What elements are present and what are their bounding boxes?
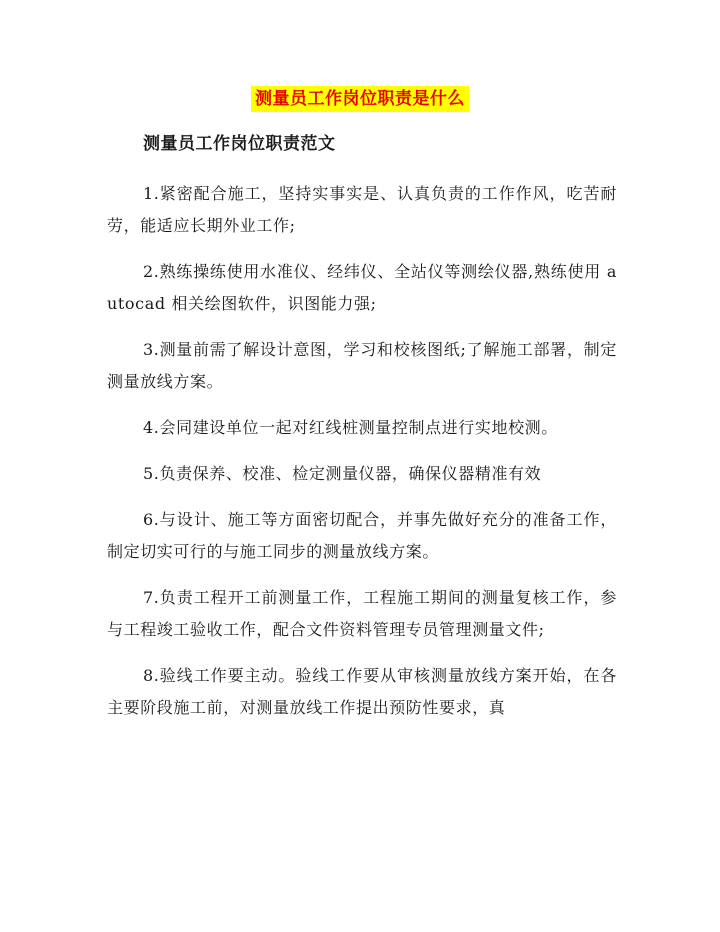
- paragraph-1: 1.紧密配合施工，坚持实事实是、认真负责的工作作风，吃苦耐劳，能适应长期外业工作;: [107, 184, 617, 235]
- paragraph-2: 2.熟练操练使用水准仪、经纬仪、全站仪等测绘仪器,熟练使用 autocad 相关绘图软件，识图能力强;: [107, 262, 617, 313]
- paragraph-7: 7.负责工程开工前测量工作，工程施工期间的测量复核工作，参与工程竣工验收工作，配合文件资料管理专员管理测量文件;: [107, 588, 617, 639]
- paragraph-3: 3.测量前需了解设计意图，学习和校核图纸;了解施工部署，制定测量放线方案。: [107, 340, 617, 391]
- paragraph-8: 8.验线工作要主动。验线工作要从审核测量放线方案开始，在各主要阶段施工前，对测量放线工作提出预防性要求，真: [107, 666, 617, 717]
- document-subtitle: 测量员工作岗位职责范文: [143, 134, 336, 154]
- document-title: 测量员工作岗位职责是什么: [251, 86, 469, 112]
- document-body: [107, 178, 617, 738]
- title-container: [0, 86, 720, 112]
- paragraph-5: 5.负责保养、校准、检定测量仪器，确保仪器精准有效: [143, 464, 542, 483]
- paragraph-6: 6.与设计、施工等方面密切配合，并事先做好充分的准备工作，制定切实可行的与施工同步的测量放线方案。: [107, 510, 617, 561]
- paragraph-4: 4.会同建设单位一起对红线桩测量控制点进行实地校测。: [143, 418, 558, 437]
